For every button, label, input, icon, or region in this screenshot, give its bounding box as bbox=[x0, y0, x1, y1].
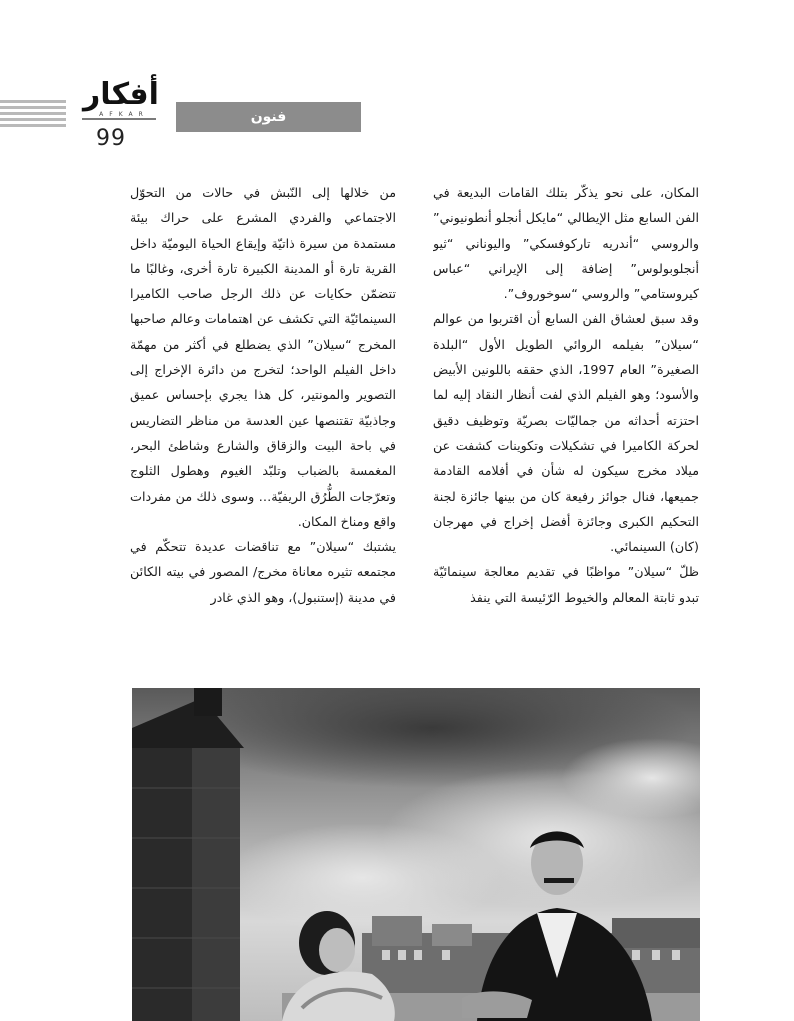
header-rule bbox=[82, 118, 156, 120]
article-column-right bbox=[433, 180, 699, 680]
paragraph: يشتبك “سيلان” مع تناقضات عديدة تتحكّم في مجتمعه تثيره معاناة مخرج/ المصور في بيته الكائن في مدينة (إستنبول)، وهو الذي غادر bbox=[130, 539, 396, 605]
paragraph: من خلالها إلى النّبش في حالات من التحوّل الاجتماعي والفردي المشرع على حراك بيئة مستمدة من سيرة ذاتيّة وإيقاع الحياة اليوميّة داخل القرية تارة أو المدينة الكبيرة تارة أخرى، وغالبًا ما تتضمّن حكايات عن ذلك الرجل صاحب الكاميرا السينمائيّة التي تكشف عن اهتمامات وعالم صاحبها المخرج “سيلان” الذي يضطلع في أكثر من مهمّة داخل الفيلم الواحد؛ لتخرج من دائرة الإخراج إلى التصوير والمونتير، كل هذا يجري بإحساس عميق وجاذبيّة تقتنصها عين العدسة من مناظر التضاريس في باحة البيت والزقاق والشارع وشاطئ البحر، المغمسة بالضباب وتلبّد الغيوم وهطول الثلوج وتعرّجات الطُّرُق الريفيّة… وسوى ذلك من مفردات واقع ومناخ المكان. bbox=[130, 185, 396, 529]
magazine-name-latin: AFKAR bbox=[99, 111, 149, 118]
article-column-left bbox=[130, 180, 396, 680]
paragraph: وقد سبق لعشاق الفن السابع أن اقتربوا من عوالم “سيلان” بفيلمه الروائي الطويل الأول “البلدة الصغيرة” العام 1997، الذي حققه باللونين الأبيض والأسود؛ وهو الفيلم الذي لفت أنظار النقاد إليه لما احتزته أحداثه من جماليّات بصريّة وتوظيف دقيق لحركة الكاميرا في تشكيلات وتكوينات كشفت عن ميلاد مخرج سيكون له شأن في أفلامه القادمة جميعها، فنال جوائز رفيعة كان من بينها جائزة لجنة التحكيم الكبرى وجائزة أفضل إخراج في مهرجان (كان) السينمائي. bbox=[433, 311, 699, 555]
page-number: 99 bbox=[96, 126, 126, 151]
film-still-photo bbox=[132, 688, 700, 1021]
section-label: فنون bbox=[176, 102, 361, 132]
magazine-name-arabic: أفكار bbox=[83, 77, 159, 112]
paragraph: المكان، على نحو يذكّر بتلك القامات البديعة في الفن السابع مثل الإيطالي “مايكل أنجلو أنطونيوني” والروسي “أندريه تاركوفسكي” واليوناني “ثيو أنجلوبولوس” إضافة إلى الإيراني “عباس كيروستامي” والروسي “سوخوروف”. bbox=[433, 185, 699, 302]
magazine-logo bbox=[82, 77, 160, 118]
paragraph: ظلّ “سيلان” مواظبًا في تقديم معالجة سينمائيّة تبدو ثابتة المعالم والخيوط الرّئيسة التي ينفذ bbox=[433, 564, 699, 605]
decorative-stripes bbox=[0, 100, 66, 130]
